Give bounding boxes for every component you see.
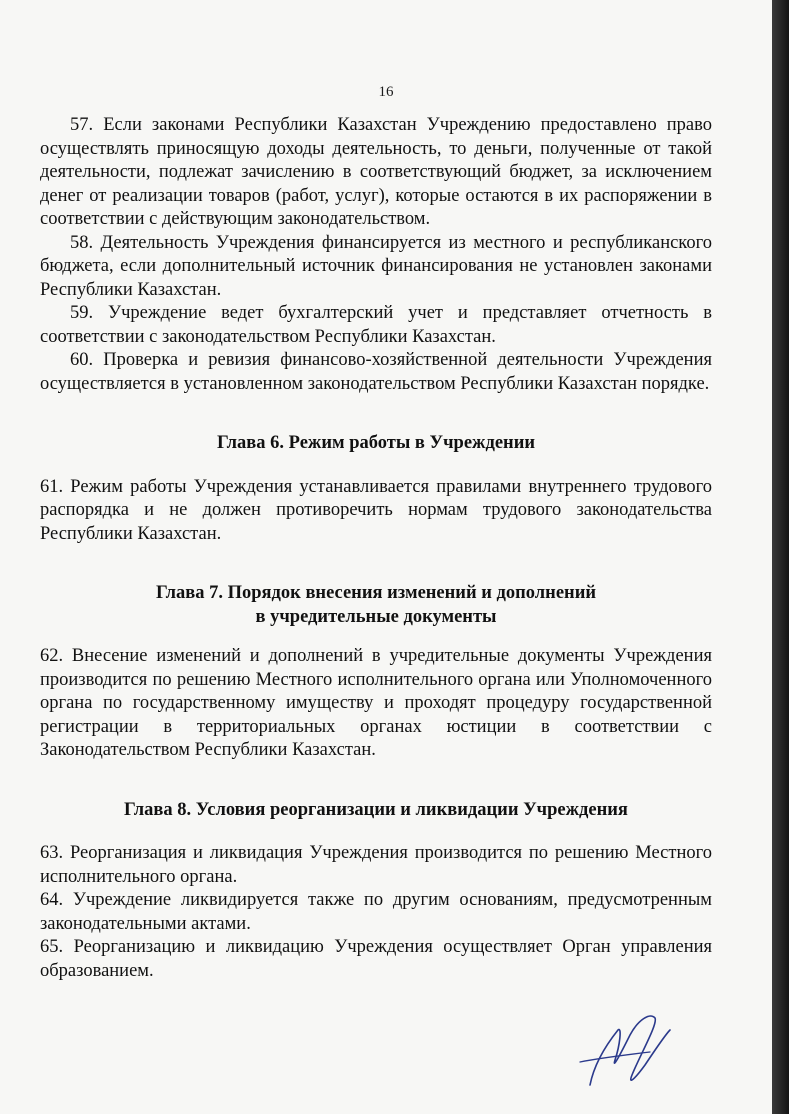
spacer (40, 763, 712, 799)
paragraph-64: 64. Учреждение ликвидируется также по другим основаниям, предусмотренным законодательными актами. (40, 890, 712, 934)
scan-edge (772, 0, 789, 1114)
paragraph-63: 63. Реорганизация и ликвидация Учреждения производится по решению Местного исполнительного органа. (40, 843, 712, 887)
spacer (40, 456, 712, 476)
handwritten-signature (560, 1000, 690, 1100)
paragraph-57: 57. Если законами Республики Казахстан Учреждению предоставлено право осуществлять приносящую доходы деятельность, то деньги, полученные от такой деятельности, подлежат зачислению в соответствующий бюджет, за исключением денег от реализации товаров (работ, услуг), которые остаются в их распоряжении в соответствии с действующим законодательством. (40, 115, 712, 229)
page-number: 16 (378, 84, 394, 100)
spacer (40, 629, 712, 645)
paragraph-58: 58. Деятельность Учреждения финансируется из местного и республиканского бюджета, если дополнительный источник финансирования не установлен законами Республики Казахстан. (40, 232, 712, 300)
paragraph-59: 59. Учреждение ведет бухгалтерский учет и представляет отчетность в соответствии с законодательством Республики Казахстан. (40, 303, 712, 347)
paragraph-60: 60. Проверка и ревизия финансово-хозяйственной деятельности Учреждения осуществляется в установленном законодательством Республики Казахстан порядке. (40, 350, 712, 394)
chapter-7-title-line1: Глава 7. Порядок внесения изменений и дополнений (155, 583, 597, 603)
chapter-8-title: Глава 8. Условия реорганизации и ликвидации Учреждения (124, 799, 628, 820)
chapter-7-title (40, 582, 712, 629)
document-body (40, 114, 712, 983)
spacer (40, 822, 712, 842)
paragraph-65: 65. Реорганизацию и ликвидацию Учреждения осуществляет Орган управления образованием. (40, 937, 712, 981)
paragraph-62: 62. Внесение изменений и дополнений в учредительные документы Учреждения производится по решению Местного исполнительного органа или Уполномоченного органа по государственному имуществу и проходят процедуру государственной регистрации в территориальных органах юстиции в соответствии с Законодательством Республики Казахстан. (40, 646, 712, 760)
paragraph-61: 61. Режим работы Учреждения устанавливается правилами внутреннего трудового распорядка и не должен противоречить нормам трудового законодательства Республики Казахстан. (40, 476, 712, 544)
spacer (40, 546, 712, 582)
chapter-7-title-line2: в учредительные документы (255, 606, 497, 627)
chapter-6-title: Глава 6. Режим работы в Учреждении (216, 433, 536, 453)
spacer (40, 396, 712, 432)
